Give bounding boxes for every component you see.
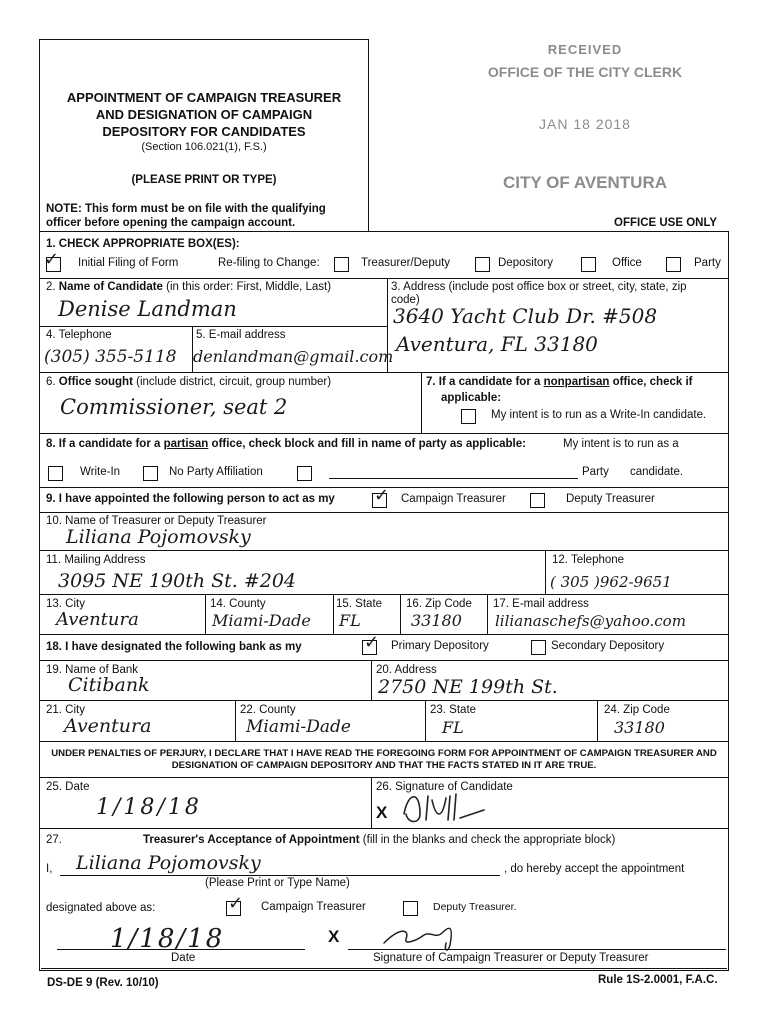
rule-citation: Rule 1S-2.0001, F.A.C. xyxy=(598,974,718,986)
treasurer-name-field[interactable]: Liliana Pojomovsky xyxy=(66,526,251,548)
candidate-address-line-2[interactable]: Aventura, FL 33180 xyxy=(396,332,598,356)
s7-label xyxy=(426,376,693,388)
s7-label-line-2: applicable: xyxy=(441,392,502,404)
refiling-checkbox[interactable] xyxy=(334,257,349,272)
stamp-city: CITY OF AVENTURA xyxy=(502,173,668,192)
npa-label: No Party Affiliation xyxy=(169,466,263,478)
treasurer-county-field[interactable]: Miami-Dade xyxy=(212,611,311,630)
col-divider xyxy=(597,700,598,741)
perjury-line-2: DESIGNATION OF CAMPAIGN DEPOSITORY AND THAT THE FACTS STATED IN IT ARE TRUE. xyxy=(171,760,597,771)
treasurer-deputy-checkbox[interactable] xyxy=(475,257,490,272)
deputy-treasurer-checkbox[interactable] xyxy=(530,493,545,508)
s13-label: 13. City xyxy=(46,598,85,610)
candidate-date-field[interactable]: 1/18/18 xyxy=(96,795,202,820)
s12-label: 12. Telephone xyxy=(552,554,625,566)
s27-label-bold: Treasurer's Acceptance of Appointment xyxy=(143,834,360,846)
treasurer-city-field[interactable]: Aventura xyxy=(56,609,139,630)
s25-label: 25. Date xyxy=(46,781,90,793)
rule xyxy=(39,634,729,635)
npa-checkbox[interactable] xyxy=(143,466,158,481)
primary-depository-check-mark-icon: ✓ xyxy=(364,632,380,653)
s5-label: 5. E-mail address xyxy=(196,329,286,341)
s27-name-line xyxy=(60,875,500,876)
treasurer-telephone-field[interactable]: ( 305 )962-9651 xyxy=(550,573,672,591)
rule xyxy=(39,550,729,551)
s2-label xyxy=(46,281,331,293)
s4-label: 4. Telephone xyxy=(46,329,112,341)
office-label: Office xyxy=(612,257,642,269)
candidate-signature[interactable] xyxy=(398,784,498,828)
s27-label-rest: (fill in the blanks and check the appropriate block) xyxy=(359,834,616,846)
s11-label: 11. Mailing Address xyxy=(46,554,146,566)
col-divider xyxy=(371,660,372,700)
candidate-label-8: candidate. xyxy=(630,466,684,478)
s2-label-bold: Name of Candidate xyxy=(58,281,163,293)
s8-label-pre: 8. If a candidate for a xyxy=(46,438,164,450)
bank-county-field[interactable]: Miami-Dade xyxy=(246,717,351,737)
s14-label: 14. County xyxy=(210,598,266,610)
rule xyxy=(39,700,729,701)
rule-thin xyxy=(41,968,727,969)
qualifying-note-line-2: officer before opening the campaign account. xyxy=(46,217,296,229)
candidate-telephone-field[interactable]: (305) 355-5118 xyxy=(44,347,177,367)
statute-citation: (Section 106.021(1), F.S.) xyxy=(141,141,267,153)
rule xyxy=(39,594,729,595)
s6-label xyxy=(46,376,331,388)
rule xyxy=(39,278,729,279)
rule xyxy=(39,777,729,778)
party-label-8: Party xyxy=(582,466,609,478)
initial-filing-check-mark-icon: ✓ xyxy=(44,249,60,270)
s27-num: 27. xyxy=(46,834,62,846)
rule xyxy=(39,512,729,513)
bank-zip-field[interactable]: 33180 xyxy=(614,718,665,737)
candidate-name-field[interactable]: Denise Landman xyxy=(58,297,237,321)
treasurer-state-field[interactable]: FL xyxy=(339,611,361,630)
rule xyxy=(39,660,729,661)
col-divider xyxy=(487,594,488,634)
depository-checkbox[interactable] xyxy=(581,257,596,272)
party-checkbox[interactable] xyxy=(666,257,681,272)
office-sought-field[interactable]: Commissioner, seat 2 xyxy=(60,395,288,419)
print-or-type-note: (PLEASE PRINT OR TYPE) xyxy=(131,174,277,186)
treasurer-date-label: Date xyxy=(171,952,196,964)
treasurer-email-field[interactable]: lilianaschefs@yahoo.com xyxy=(495,612,686,630)
s7-label-underlined: nonpartisan xyxy=(543,376,610,388)
party-label: Party xyxy=(694,257,721,269)
accept-campaign-treasurer-label: Campaign Treasurer xyxy=(261,901,366,913)
stamp-received: RECEIVED xyxy=(547,42,623,57)
treasurer-mailing-address-field[interactable]: 3095 NE 190th St. #204 xyxy=(58,570,297,592)
treasurer-signature-line xyxy=(348,949,726,950)
s16-label: 16. Zip Code xyxy=(406,598,472,610)
s23-label: 23. State xyxy=(430,704,477,716)
secondary-depository-checkbox[interactable] xyxy=(531,640,546,655)
title-line-1: APPOINTMENT OF CAMPAIGN TREASURER xyxy=(66,90,342,105)
partisan-writein-checkbox[interactable] xyxy=(48,466,63,481)
col-divider xyxy=(235,700,236,741)
party-name-line[interactable] xyxy=(329,478,578,479)
s8-label-post: office, check block and fill in name of party as applicable: xyxy=(208,438,526,450)
s27-print-hint: (Please Print or Type Name) xyxy=(205,877,350,889)
s8-label-underlined: partisan xyxy=(163,438,209,450)
candidate-email-field[interactable]: denlandman@gmail.com xyxy=(193,347,394,366)
secondary-depository-label: Secondary Depository xyxy=(551,640,665,652)
rule xyxy=(39,828,729,829)
treasurer-accept-name-field[interactable]: Liliana Pojomovsky xyxy=(76,852,261,874)
s2-num: 2. xyxy=(46,281,59,293)
col-divider xyxy=(400,594,401,634)
accept-campaign-treasurer-check-mark-icon: ✓ xyxy=(228,893,244,914)
s27-accept-label: , do hereby accept the appointment xyxy=(504,863,685,875)
s8-intent-label: My intent is to run as a xyxy=(563,438,679,450)
col-divider xyxy=(545,550,546,594)
initial-filing-label: Initial Filing of Form xyxy=(78,257,179,269)
rule xyxy=(39,372,729,373)
rule xyxy=(39,433,729,434)
s19-label: 19. Name of Bank xyxy=(46,664,139,676)
s21-label: 21. City xyxy=(46,704,85,716)
treasurer-date-line xyxy=(57,949,305,950)
campaign-treasurer-label: Campaign Treasurer xyxy=(401,493,506,505)
s22-label: 22. County xyxy=(240,704,296,716)
campaign-treasurer-check-mark-icon: ✓ xyxy=(374,485,390,506)
title-line-3: DEPOSITORY FOR CANDIDATES xyxy=(102,124,306,139)
primary-depository-label: Primary Depository xyxy=(391,640,489,652)
designated-above-label: designated above as: xyxy=(46,902,156,914)
s20-label: 20. Address xyxy=(376,664,437,676)
s3-label-line-2: code) xyxy=(391,294,420,306)
s7-label-pre: 7. If a candidate for a xyxy=(426,376,544,388)
s6-num: 6. xyxy=(46,376,59,388)
row-divider xyxy=(39,326,387,327)
treasurer-zip-field[interactable]: 33180 xyxy=(411,611,462,630)
col-divider xyxy=(333,594,334,634)
s1-label: 1. CHECK APPROPRIATE BOX(ES): xyxy=(46,238,240,250)
s9-label: 9. I have appointed the following person to act as my xyxy=(46,493,335,505)
bank-address-field[interactable]: 2750 NE 199th St. xyxy=(378,676,558,698)
refiling-label: Re-filing to Change: xyxy=(218,257,320,269)
s3-label-line-1: 3. Address (include post office box or street, city, state, zip xyxy=(391,281,687,293)
title-line-2: AND DESIGNATION OF CAMPAIGN xyxy=(95,107,313,122)
s26-label: 26. Signature of Candidate xyxy=(376,781,513,793)
col-divider xyxy=(425,700,426,741)
accept-deputy-treasurer-label: Deputy Treasurer. xyxy=(433,901,517,913)
nonpartisan-writein-label: My intent is to run as a Write-In candidate. xyxy=(491,409,707,421)
s6-label-bold: Office sought xyxy=(58,376,133,388)
treasurer-deputy-label: Treasurer/Deputy xyxy=(361,257,451,269)
bank-state-field[interactable]: FL xyxy=(442,718,464,737)
candidate-address-line-1[interactable]: 3640 Yacht Club Dr. #508 xyxy=(393,304,658,328)
s2-label-rest: (in this order: First, Middle, Last) xyxy=(162,281,332,293)
s17-label: 17. E-mail address xyxy=(493,598,589,610)
form-title xyxy=(40,89,368,140)
s7-label-post: office, check if xyxy=(609,376,693,388)
s10-label: 10. Name of Treasurer or Deputy Treasurer xyxy=(46,515,267,527)
deputy-treasurer-label: Deputy Treasurer xyxy=(566,493,655,505)
s15-label: 15. State xyxy=(336,598,383,610)
treasurer-signature-x: X xyxy=(328,927,340,946)
treasurer-date-field[interactable]: 1/18/18 xyxy=(110,924,225,954)
col-divider xyxy=(205,594,206,634)
perjury-line-1: UNDER PENALTIES OF PERJURY, I DECLARE THAT I HAVE READ THE FOREGOING FORM FOR APPOINTMENT OF CAMPAIGN TREASURER AND xyxy=(51,748,717,759)
perjury-statement xyxy=(40,748,728,772)
office-use-only: OFFICE USE ONLY xyxy=(614,217,718,229)
s27-label xyxy=(46,834,615,846)
party-name-checkbox[interactable] xyxy=(297,466,312,481)
s8-label xyxy=(46,438,526,450)
accept-deputy-treasurer-checkbox[interactable] xyxy=(403,901,418,916)
candidate-signature-x: X xyxy=(376,803,388,822)
stamp-date: JAN 18 2018 xyxy=(539,116,631,132)
qualifying-note-line-1: NOTE: This form must be on file with the qualifying xyxy=(46,203,326,215)
col-divider xyxy=(421,372,422,433)
depository-label: Depository xyxy=(498,257,553,269)
treasurer-signature-label: Signature of Campaign Treasurer or Deputy Treasurer xyxy=(373,952,649,964)
partisan-writein-label: Write-In xyxy=(80,466,121,478)
bank-name-field[interactable]: Citibank xyxy=(68,674,150,696)
s18-label: 18. I have designated the following bank as my xyxy=(46,641,302,653)
s24-label: 24. Zip Code xyxy=(604,704,670,716)
col-divider xyxy=(371,777,372,828)
bank-city-field[interactable]: Aventura xyxy=(64,715,152,737)
s6-label-rest: (include district, circuit, group number) xyxy=(132,376,332,388)
stamp-office: OFFICE OF THE CITY CLERK xyxy=(487,64,683,80)
form-id: DS-DE 9 (Rev. 10/10) xyxy=(47,977,159,989)
nonpartisan-writein-checkbox[interactable] xyxy=(461,409,476,424)
rule xyxy=(39,741,729,742)
s27-i-label: I, xyxy=(46,863,53,875)
